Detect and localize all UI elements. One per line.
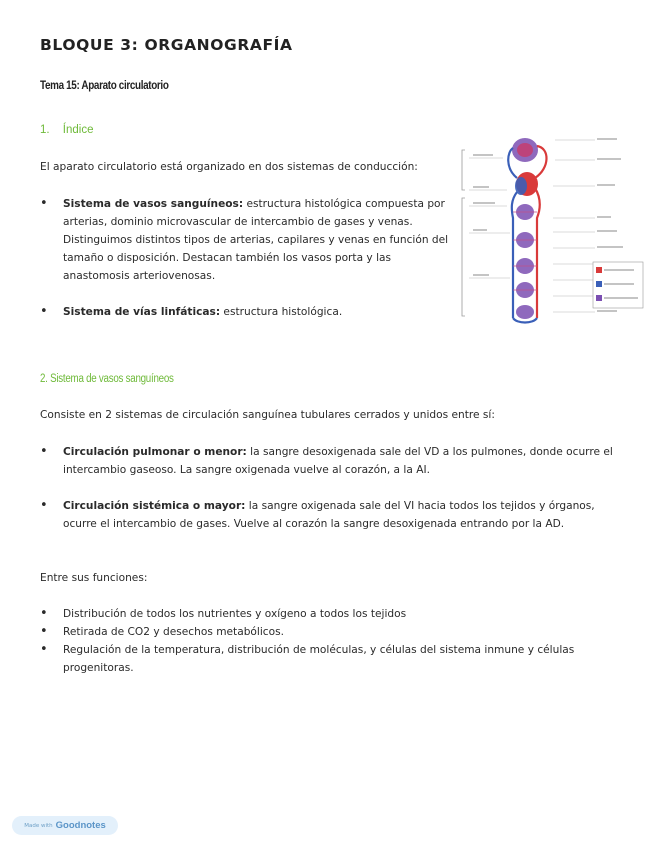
intro-paragraph: El aparato circulatorio está organizado en dos sistemas de conducción: (40, 161, 418, 173)
function-item: • Regulación de la temperatura, distribución de moléculas, y células del sistema inmune y células progenitoras. (40, 641, 620, 677)
bullet-term: Circulación sistémica o mayor: (63, 500, 246, 512)
arteries (535, 146, 547, 318)
pulmonary-capillaries (512, 138, 538, 162)
diagram-legend (593, 262, 643, 308)
page-title: BLOQUE 3: ORGANOGRAFÍA (40, 36, 293, 54)
bullet-vias-linfaticas (40, 303, 450, 321)
bullet-circulacion-sistemica (40, 497, 622, 533)
badge-made-with: Made with (24, 822, 53, 829)
bullet-text: estructura histológica. (220, 306, 343, 318)
bullet-text: estructura histológica compuesta por arterias, dominio microvascular de intercambio de gases y venas. Distinguimos distintos tipos de arterias, capilares y venas en función del tamaño o disposición. Destacan también los vasos porta y las anastomosis arteriovenosas. (63, 198, 449, 282)
heart (515, 172, 538, 196)
systemic-capillaries (513, 204, 537, 319)
section-heading-indice (40, 124, 93, 136)
section-heading-vasos: 2. Sistema de vasos sanguíneos (40, 373, 174, 385)
bullet-text: la sangre oxigenada sale del VI hacia todos los tejidos y órganos, ocurre el intercambio de gases. Vuelve al corazón la sangre desoxigenada entrando por la AD. (63, 500, 595, 530)
bullet-term: Circulación pulmonar o menor: (63, 446, 247, 458)
topic-title: Tema 15: Aparato circulatorio (40, 80, 169, 92)
goodnotes-badge[interactable] (12, 816, 118, 835)
bullet-circulacion-pulmonar (40, 443, 620, 479)
bullet-sistema-vasos (40, 195, 450, 285)
function-item: • Distribución de todos los nutrientes y oxígeno a todos los tejidos (40, 605, 620, 623)
diagram-bracket (462, 150, 465, 316)
bullet-term: Sistema de vasos sanguíneos: (63, 198, 244, 210)
badge-brand: Goodnotes (55, 820, 106, 831)
section-number: 1. (40, 124, 50, 136)
bullet-term: Sistema de vías linfáticas: (63, 306, 221, 318)
function-item: • Retirada de CO2 y desechos metabólicos. (40, 623, 620, 641)
consiste-paragraph: Consiste en 2 sistemas de circulación sanguínea tubulares cerrados y unidos entre sí: (40, 409, 495, 421)
section-title: Índice (62, 124, 94, 136)
bullet-text: la sangre desoxigenada sale del VD a los pulmones, donde ocurre el intercambio gaseoso. La sangre oxigenada vuelve al corazón, a la AI. (63, 446, 613, 476)
functions-intro: Entre sus funciones: (40, 572, 148, 584)
circulatory-diagram (455, 128, 645, 324)
